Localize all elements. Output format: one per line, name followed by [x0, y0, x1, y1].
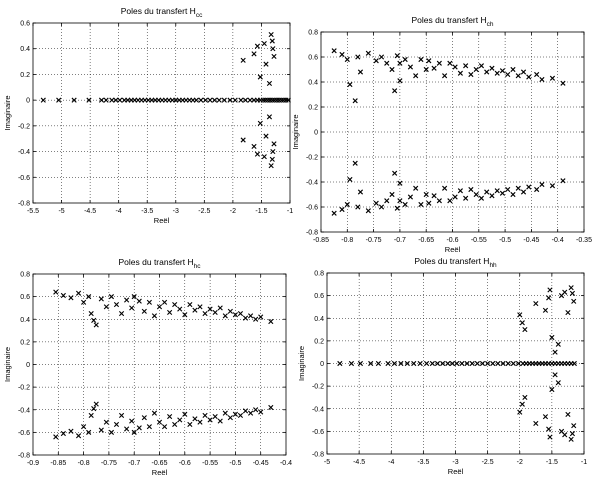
y-tick-label: 0 — [314, 129, 318, 137]
y-tick-label: 0 — [26, 97, 30, 105]
x-tick-label: -0.45 — [523, 237, 540, 244]
x-tick-label: -3.5 — [417, 459, 430, 466]
y-tick-label: -0.6 — [311, 428, 324, 436]
y-tick-label: 0.4 — [308, 79, 318, 87]
x-tick-label: -0.8 — [77, 460, 90, 467]
y-tick-label: -0.4 — [311, 406, 324, 414]
x-tick-label: -4.5 — [353, 459, 366, 466]
y-tick-label: 0.2 — [20, 339, 30, 347]
x-tick-label: -5 — [58, 208, 65, 215]
y-tick-label: -0.2 — [17, 384, 30, 392]
y-tick-label: -0.2 — [311, 383, 324, 391]
chart-title: Poles du transfert $H_{ch}$ — [411, 15, 494, 28]
x-tick-label: -0.65 — [418, 237, 435, 244]
x-tick-label: -0.6 — [446, 237, 459, 244]
panel-hhh — [297, 256, 587, 476]
chart-title: Poles du transfert $H_{cc}$ — [120, 6, 203, 19]
x-tick-label: -0.45 — [252, 460, 269, 467]
y-tick-label: 0.4 — [20, 316, 30, 324]
y-tick-label: -0.4 — [17, 149, 30, 157]
x-tick-label: -0.9 — [26, 460, 40, 467]
y-tick-label: 0.4 — [20, 46, 30, 54]
y-tick-label: 0.6 — [308, 54, 318, 62]
y-tick-label: -0.8 — [17, 200, 30, 208]
x-tick-label: -0.6 — [178, 460, 191, 467]
x-tick-label: -0.5 — [229, 460, 242, 467]
x-tick-label: -0.35 — [576, 237, 592, 244]
y-tick-label: -0.8 — [305, 229, 318, 237]
x-axis-label: Reël — [151, 468, 168, 477]
x-tick-label: -3 — [452, 459, 459, 466]
x-tick-label: -0.55 — [202, 460, 219, 467]
y-tick-label: -0.4 — [305, 179, 318, 187]
x-tick-label: -4 — [388, 459, 395, 466]
x-tick-label: -0.85 — [313, 237, 329, 244]
x-tick-label: -0.7 — [393, 237, 406, 244]
x-tick-label: -0.4 — [279, 460, 293, 467]
y-tick-label: -0.2 — [305, 154, 318, 162]
x-tick-label: -0.5 — [499, 237, 512, 244]
x-tick-label: -4 — [115, 208, 122, 215]
y-tick-label: -0.6 — [17, 174, 30, 182]
x-tick-label: -5.5 — [26, 208, 40, 215]
y-tick-label: -0.8 — [17, 452, 30, 460]
x-tick-label: -0.75 — [365, 237, 382, 244]
x-tick-label: -1.5 — [545, 459, 558, 466]
x-tick-label: -0.85 — [50, 460, 67, 467]
x-tick-label: -1.5 — [255, 208, 268, 215]
x-tick-label: -0.75 — [100, 460, 117, 467]
x-axis-label: Reël — [153, 216, 170, 225]
panel-hch — [291, 15, 592, 254]
y-tick-label: 0.2 — [308, 104, 318, 112]
y-tick-label: -0.4 — [17, 407, 30, 415]
y-tick-label: 0.6 — [20, 20, 30, 28]
x-tick-label: -3.5 — [141, 208, 154, 215]
x-tick-label: -0.7 — [128, 460, 141, 467]
panel-hcc — [3, 6, 293, 225]
x-tick-label: -2 — [516, 459, 523, 466]
x-tick-label: -0.55 — [470, 237, 487, 244]
x-tick-label: -3 — [172, 208, 179, 215]
x-tick-label: -1 — [580, 459, 588, 466]
y-axis-label: Imaginaire — [291, 114, 300, 150]
panel-hhc — [3, 257, 292, 477]
x-tick-label: -0.4 — [551, 237, 564, 244]
x-tick-label: -5 — [323, 459, 331, 466]
y-tick-label: -0.6 — [17, 429, 30, 437]
y-axis-label: Imaginaire — [3, 95, 12, 131]
x-tick-label: -0.8 — [341, 237, 354, 244]
y-axis-label: Imaginaire — [297, 345, 306, 382]
y-tick-label: 0.2 — [20, 71, 30, 79]
plot-area — [33, 23, 290, 203]
x-tick-label: -1 — [286, 208, 294, 215]
y-tick-label: 0 — [26, 362, 30, 369]
chart-title: Poles du transfert $H_{hc}$ — [118, 257, 201, 270]
y-tick-label: 0.2 — [314, 338, 324, 346]
y-tick-label: 0.8 — [314, 270, 324, 278]
x-axis-label: Reël — [444, 245, 461, 254]
y-tick-label: 0 — [320, 361, 324, 368]
chart-title: Poles du transfert $H_{hh}$ — [414, 256, 497, 269]
x-tick-label: -4.5 — [84, 208, 97, 215]
x-tick-label: -0.65 — [151, 460, 168, 467]
y-tick-label: -0.2 — [17, 123, 30, 131]
x-axis-label: Reël — [447, 467, 464, 476]
x-tick-label: -2 — [229, 208, 237, 215]
y-tick-label: 0.6 — [314, 293, 324, 301]
y-axis-label: Imaginaire — [3, 346, 12, 383]
y-tick-label: 0.4 — [314, 315, 324, 323]
y-tick-label: 0.8 — [20, 271, 30, 279]
y-tick-label: -0.6 — [305, 204, 318, 212]
x-tick-label: -2.5 — [481, 459, 494, 466]
y-tick-label: 0.8 — [308, 29, 318, 37]
x-tick-label: -2.5 — [198, 208, 211, 215]
y-tick-label: -0.8 — [311, 451, 324, 459]
y-tick-label: 0.6 — [20, 294, 30, 302]
